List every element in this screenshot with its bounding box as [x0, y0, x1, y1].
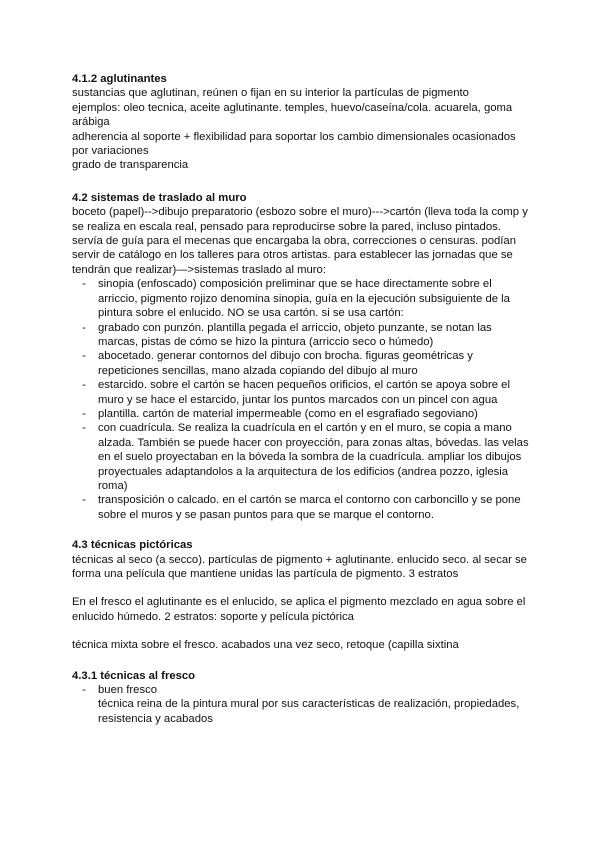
heading-tecnicas-pictoricas: 4.3 técnicas pictóricas — [72, 539, 193, 552]
list-item: - transposición o calcado. en el cartón se marca el contorno con carboncillo y se pone sobre el muros y se pasan puntos para que se marque el contorno. — [82, 493, 532, 522]
document-page — [72, 72, 532, 726]
section-sistemas-traslado — [72, 191, 532, 522]
paragraph: adherencia al soporte + flexibilidad para soportar los cambio dimensionales ocasionados por variaciones — [72, 130, 516, 158]
dash-list — [72, 683, 532, 697]
paragraph: grado de transparencia — [72, 159, 189, 172]
paragraph: En el fresco el aglutinante es el enlucido, se aplica el pigmento mezclado en agua sobre el enlucido húmedo. 2 estratos: soporte y película pictórica — [72, 596, 526, 623]
heading-tecnicas-fresco: 4.3.1 técnicas al fresco — [72, 669, 196, 682]
paragraph: ejemplos: oleo tecnica, aceite aglutinante. temples, huevo/caseína/cola. acuarela, goma arábiga — [72, 101, 513, 129]
list-item: - abocetado. generar contornos del dibujo con brocha. figuras geométricas y repeticiones sencillas, mano alzada copiando del dibujo al muro — [82, 349, 532, 378]
list-item: - sinopia (enfoscado) composición preliminar que se hace directamente sobre el arriccio, pigmento rojizo denomina sinopia, guía en la ejecución subsiguiente de la pintura sobre el enlucido. NO se usa cartón. si se usa cartón: — [82, 277, 532, 320]
section-aglutinantes — [72, 72, 532, 173]
list-item: - grabado con punzón. plantilla pegada el arriccio, objeto punzante, se notan las marcas, pistas de cómo se hizo la pintura (arriccio seco o húmedo) — [82, 321, 532, 350]
paragraph: técnica mixta sobre el fresco. acabados una vez seco, retoque (capilla sixtina — [72, 639, 459, 652]
paragraph: técnica reina de la pintura mural por sus características de realización, propiedades, resistencia y acabados — [98, 698, 520, 725]
section-tecnicas-pictoricas — [72, 538, 532, 652]
paragraph: sustancias que aglutinan, reúnen o fijan en su interior la partículas de pigmento — [72, 87, 469, 100]
list-item: - estarcido. sobre el cartón se hacen pequeños orificios, el cartón se apoya sobre el muro y se hace el estarcido, juntar los puntos marcados con un pincel con agua — [82, 378, 532, 407]
heading-sistemas-traslado: 4.2 sistemas de traslado al muro — [72, 191, 247, 204]
list-item: - plantilla. cartón de material impermeable (como en el esgrafiado segoviano) — [82, 407, 532, 421]
list-item: - con cuadrícula. Se realiza la cuadrícula en el cartón y en el muro, se copia a mano alzada. También se puede hacer con proyección, para zonas altas, bóvedas. las velas en el suelo proyectaban en la bóveda la sombra de la cuadrícula. ampliar los dibujos proyectuales adaptandolos a la arquitectura de los edificios (andrea pozzo, iglesia roma) — [82, 421, 532, 493]
list-item: - buen fresco — [82, 683, 532, 697]
section-tecnicas-fresco — [72, 669, 532, 727]
dash-list — [72, 277, 532, 522]
paragraph: boceto (papel)-->dibujo preparatorio (esbozo sobre el muro)--->cartón (lleva toda la comp y se realiza en escala real, pensado para reproducirse sobre la pared, incluso pintados. servía de guía para el mecenas que encargaba la obra, correcciones o censuras. podían servir de catálogo en los talleres para otros artistas. para establecer las jornadas que se tendrán que realizar)—>sistemas traslado al muro: — [72, 206, 528, 276]
paragraph: técnicas al seco (a secco). partículas de pigmento + aglutinante. enlucido seco. al secar se forma una película que mantiene unidas las partícula de pigmento. 3 estratos — [72, 553, 527, 580]
heading-aglutinantes: 4.1.2 aglutinantes — [72, 73, 167, 85]
